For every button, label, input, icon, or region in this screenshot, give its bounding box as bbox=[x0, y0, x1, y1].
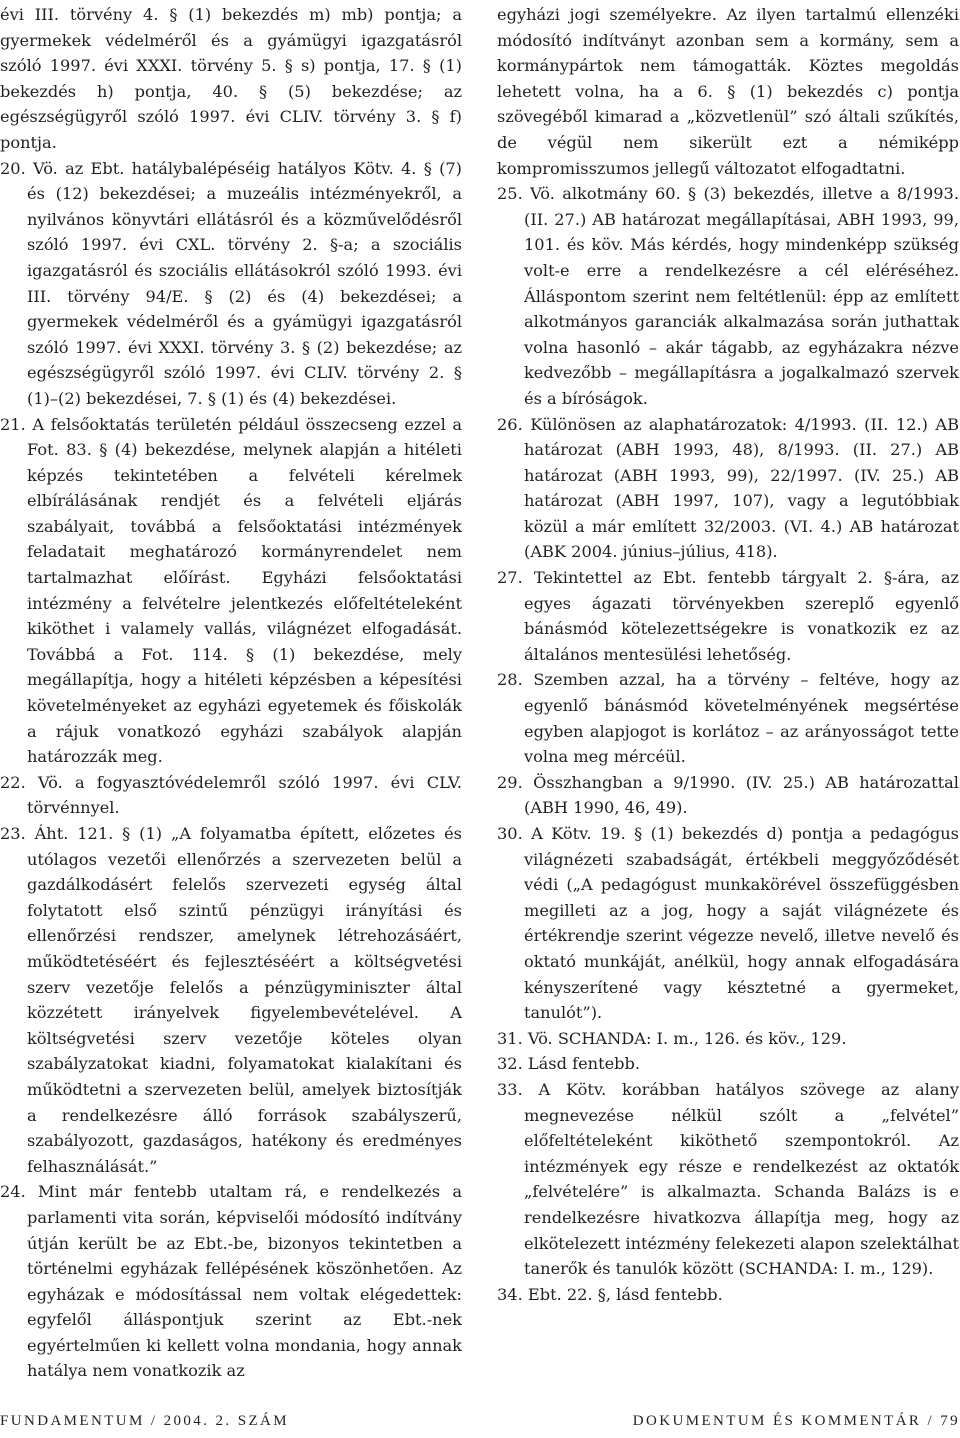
footer-journal-issue: FUNDAMENTUM / 2004. 2. SZÁM bbox=[0, 1413, 289, 1429]
footnote-32: 32. Lásd fentebb. bbox=[497, 1054, 641, 1074]
footnote-23: 23. Áht. 121. § (1) „A folyamatba épített, előzetes és utólagos vezetői ellenőrzés a szervezeten belül a gazdálkodásért felelős szervezeti egység által folytatott első szintű pénzügyi irányítási és ellenőrzési rendszer, amelynek létrehozásáért, működtetéséért és fejlesztéséért a költségvetési szerv vezetője felelős a pénzügyminiszter által közzétett irányelvek figyelembevételével. A költségvetési szerv vezetője köteles olyan szabályzatokat kiadni, folyamatokat kialakítani és működtetni a szervezeten belül, amelyek biztosítják a rendelkezésre álló források szabályszerű, szabályozott, gazdaságos, hatékony és eredményes felhasználását.” bbox=[0, 824, 462, 1176]
right-column bbox=[497, 2, 959, 1307]
footnote-24: 24. Mint már fentebb utaltam rá, e rendelkezés a parlamenti vita során, képviselői módosító indítvány útján került be az Ebt.-be, bizonyos tekintetben a történelmi egyházak fellépésének köszönhetően. Az egyházak e módosítással nem voltak elégedettek: egyfelől álláspontjuk szerint az Ebt.-nek egyértelműen ki kellett volna mondania, hogy annak hatálya nem vonatkozik az bbox=[0, 1182, 462, 1381]
footnote-21: 21. A felsőoktatás területén például összecseng ezzel a Fot. 83. § (4) bekezdése, melynek alapján a hitéleti képzés tekintetében a felvételi kérelmek elbírálásának rendjét és a felvételi eljárás szabályait, továbbá a felsőoktatási intézmények feladatait meghatározó kormányrendelet nem tartalmazhat előírást. Egyházi felsőoktatási intézmény a felvételre jelentkezés előfeltételeként kiköthet i valamely vallás, világnézet elfogadását. Továbbá a Fot. 114. § (1) bekezdése, mely megállapítja, hogy a hitéleti képzésben a képesítési követelményeket az egyházi egyetemek és főiskolák a rájuk vonatkozó egyházi szabályok alapján határozzák meg. bbox=[0, 414, 462, 767]
footnote-22: 22. Vö. a fogyasztóvédelemről szóló 1997. évi CLV. törvénnyel. bbox=[0, 772, 462, 818]
footnote-27: 27. Tekintettel az Ebt. fentebb tárgyalt 2. §-ára, az egyes ágazati törvényekben szereplő egyenlő bánásmód kötelezettségekre is vonatkozik ez az általános mentesülési lehetőség. bbox=[497, 568, 959, 664]
footnote-28: 28. Szemben azzal, ha a törvény – feltéve, hogy az egyenlő bánásmód követelményének megsértése egyben alapjogot is korlátoz – az arányosságot tette volna meg mércéül. bbox=[497, 670, 959, 767]
footnote-25: 25. Vö. alkotmány 60. § (3) bekezdés, illetve a 8/1993. (II. 27.) AB határozat megállapításai, ABH 1993, 99, 101. és köv. Más kérdés, hogy mindenképp szükség volt-e erre a rendelkezésre a cél eléréséhez. Álláspontom szerint nem feltétlenül: épp az említett alkotmányos garanciák alkalmazása során juthattak volna hasonló – akár tágabb, az egyházakra nézve kedvezőbb – megállapításra a jogalkalmazó szervek és a bíróságok. bbox=[497, 184, 959, 408]
footnote-31: 31. Vö. SCHANDA: I. m., 126. és köv., 129. bbox=[497, 1028, 847, 1048]
footnote-19-continuation: évi III. törvény 4. § (1) bekezdés m) mb) pontja; a gyermekek védelméről és a gyámügyi igazgatásról szóló 1997. évi XXXI. törvény 5. § s) pontja, 17. § (1) bekezdés h) pontja, 40. § (5) bekezdése; az egészségügyről szóló 1997. évi CLIV. törvény 3. § f) pontja. bbox=[0, 5, 462, 152]
left-column bbox=[0, 2, 462, 1384]
footnote-20: 20. Vö. az Ebt. hatálybalépéséig hatályos Kötv. 4. § (7) és (12) bekezdései; a muzeális intézményekről, a nyilvános könyvtári ellátásról és a közművelődésről szóló 1997. évi CXL. törvény 2. §-a; a szociális igazgatásról és szociális ellátásokról szóló 1993. évi III. törvény 94/E. § (2) és (4) bekezdései; a gyermekek védelméről és a gyámügyi igazgatásról szóló 1997. évi XXXI. törvény 3. § (2) bekezdése; az egészségügyről szóló 1997. évi CLIV. törvény 2. § (1)–(2) bekezdései, 7. § (1) és (4) bekezdései. bbox=[0, 158, 462, 408]
footnote-30: 30. A Kötv. 19. § (1) bekezdés d) pontja a pedagógus világnézeti szabadságát, értékbeli meggyőződését védi („A pedagógust munkakörével összefüggésben megilleti az a jog, hogy a saját világnézete és értékrendje szerint végezze nevelő, illetve nevelő és oktató munkáját, anélkül, hogy annak elfogadására kényszerítené vagy késztetné a gyermeket, tanulót”). bbox=[497, 824, 959, 1023]
footer-section-page: DOKUMENTUM ÉS KOMMENTÁR / 79 bbox=[632, 1413, 960, 1429]
footnote-33: 33. A Kötv. korábban hatályos szövege az alany megnevezése nélkül szólt a „felvétel” előfeltételeként kiköthető szempontokról. Az intézmények egy része e rendelkezést az oktatók „felvételére” is alkalmazta. Schanda Balázs is e rendelkezésre hivatkozva állapítja meg, hogy az elkötelezett intézmény felekezeti alapon szelektálhat tanerők és tanulók között (SCHANDA: I. m., 129). bbox=[497, 1079, 959, 1279]
footnote-24-continuation: egyházi jogi személyekre. Az ilyen tartalmú ellenzéki módosító indítványt azonban sem a kormány, sem a kormánypártok nem támogatták. Köztes megoldás lehetett volna, ha a 6. § (1) bekezdés c) pontja szövegéből kimarad a „közvetlenül” szó általi szűkítés, de végül nem sikerült ezt a némiképp kompromisszumos jellegű változatot elfogadtatni. bbox=[497, 5, 959, 178]
footnote-26: 26. Különösen az alaphatározatok: 4/1993. (II. 12.) AB határozat (ABH 1993, 48), 8/1993. (II. 27.) AB határozat (ABH 1993, 99), 22/1997. (IV. 25.) AB határozat (ABH 1997, 107), vagy a legutóbbiak közül a már említett 32/2003. (VI. 4.) AB határozat (ABK 2004. június–július, 418). bbox=[497, 414, 959, 562]
footnote-29: 29. Összhangban a 9/1990. (IV. 25.) AB határozattal (ABH 1990, 46, 49). bbox=[497, 772, 959, 818]
footnote-34: 34. Ebt. 22. §, lásd fentebb. bbox=[497, 1284, 723, 1304]
